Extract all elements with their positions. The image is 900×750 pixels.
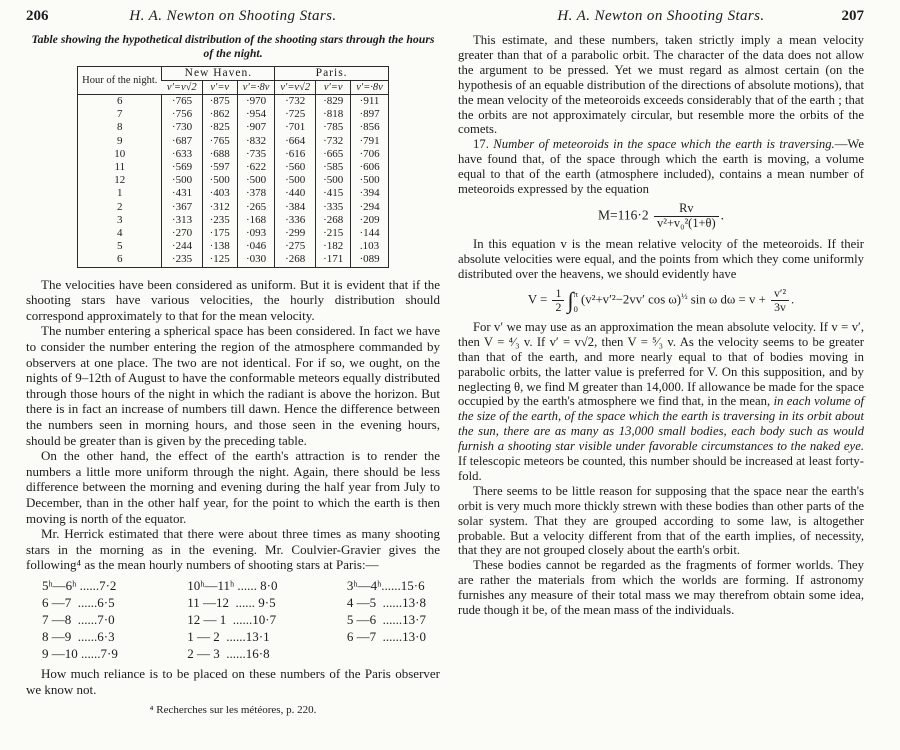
value-cell: .103 bbox=[351, 240, 389, 253]
table-row bbox=[78, 161, 389, 174]
value-cell: ·125 bbox=[202, 253, 237, 267]
footnote: ⁴ Recherches sur les météores, p. 220. bbox=[149, 704, 317, 717]
value-cell: ·378 bbox=[237, 187, 275, 200]
value-cell: ·138 bbox=[202, 240, 237, 253]
fraction-numerator: Rv bbox=[654, 202, 719, 217]
table-group-header-row bbox=[78, 66, 389, 80]
hour-cell: 8 bbox=[117, 121, 123, 134]
table-row bbox=[78, 201, 389, 214]
value-cell: ·907 bbox=[237, 121, 275, 134]
value-cell: ·431 bbox=[162, 187, 202, 200]
value-cell: ·175 bbox=[202, 227, 237, 240]
value-cell: ·665 bbox=[316, 148, 351, 161]
fraction-denominator: v²+v₀²(1+θ) bbox=[657, 215, 716, 230]
value-cell: ·597 bbox=[202, 161, 237, 174]
value-cell: ·500 bbox=[351, 174, 389, 187]
fraction-result: $\frac{\text{v′²}}{3v}$ bbox=[771, 287, 789, 314]
text-roman: If telescopic meteors be counted, this number should be increased at least forty-fold. bbox=[458, 454, 864, 483]
text-roman: For v′ we may use as an approximation the mean absolute velocity. If v = v′, then V = ⁴⁄₃ v. If v′ = v√2, then V = ⁵⁄₃ v. As the velocity seems to be greater than that of the earth, and more nearly equal to that of bodies moving in parabolic orbits, the latter value is preferred for V. On this supposition, and by neglecting θ, we find M greater than 14,000. If allowance be made for the space occupied by the earth's atmosphere we find that, in the mean, bbox=[458, 319, 864, 409]
hour-cell: 9 bbox=[117, 134, 123, 147]
value-cell: ·688 bbox=[202, 148, 237, 161]
list-item: 7 —8 ......7·0 bbox=[42, 611, 115, 627]
table-row bbox=[78, 174, 389, 187]
col-group-paris: Paris. bbox=[275, 66, 388, 80]
integral-upper-limit: π bbox=[573, 289, 578, 300]
paragraph-relative-velocity: In this equation v is the mean relative velocity of the meteoroids. If their absolute velocities were equal, and the points from which they come uniformly distributed over the heavens, we should evidently have bbox=[458, 236, 864, 281]
table-row bbox=[78, 121, 389, 134]
section-number: 17. bbox=[473, 137, 494, 152]
section-title-italic: Number of meteoroids in the space which the earth is traversing. bbox=[493, 137, 835, 152]
table-row bbox=[78, 214, 389, 227]
subheader: v′=v bbox=[202, 80, 237, 94]
paragraph-approximation bbox=[458, 320, 864, 484]
list-item: 12 — 1 ......10·7 bbox=[187, 611, 277, 627]
running-title-right: H. A. Newton on Shooting Stars. bbox=[557, 8, 765, 24]
equation-mean-velocity bbox=[458, 287, 864, 314]
list-item: 5ʰ—6ʰ ......7·2 bbox=[42, 577, 117, 593]
value-cell: ·732 bbox=[316, 135, 351, 148]
value-cell: ·313 bbox=[162, 214, 202, 227]
page-number-right: 207 bbox=[841, 8, 864, 24]
col-group-new-haven: New Haven. bbox=[162, 66, 275, 80]
value-cell: ·664 bbox=[275, 135, 316, 148]
page-header-right bbox=[458, 8, 864, 25]
value-cell: ·415 bbox=[316, 187, 351, 200]
list-item: 11 —12 ...... 9·5 bbox=[187, 594, 276, 610]
value-cell: ·294 bbox=[351, 201, 389, 214]
value-cell: ·089 bbox=[351, 253, 389, 267]
value-cell: ·832 bbox=[237, 135, 275, 148]
value-cell: ·500 bbox=[237, 174, 275, 187]
value-cell: ·818 bbox=[316, 108, 351, 121]
subheader: v′=v√2 bbox=[162, 80, 202, 94]
section-text: —We have found that, of the space through which the earth is moving, a volume equal to that of the earth (atmosphere included), contains a mean number of meteoroids expressed by the equation bbox=[458, 137, 865, 197]
table-caption: Table showing the hypothetical distribution of the shooting stars through the hours of the night. bbox=[31, 32, 435, 60]
value-cell: ·367 bbox=[162, 201, 202, 214]
table-row bbox=[78, 240, 389, 253]
paragraph-space-strewn: There seems to be little reason for supposing that the space near the earth's orbit is very much more thickly strewn with these bodies than other parts of the solar system. That they are grouped according to some law, is altogether probable. But a velocity different from that of the earth implies, of necessity, that they are not grouped closely about the earth's orbit. bbox=[458, 483, 864, 558]
integral-limits bbox=[574, 287, 578, 313]
integrand-rest: sin ω dω = v + bbox=[687, 292, 769, 307]
page-207 bbox=[458, 8, 864, 618]
value-cell: ·275 bbox=[275, 240, 316, 253]
hourly-rates-column-2 bbox=[187, 577, 277, 662]
value-cell: ·394 bbox=[351, 187, 389, 200]
hour-cell: 1 bbox=[117, 187, 123, 200]
equation-period: . bbox=[790, 292, 795, 307]
value-cell: ·829 bbox=[316, 95, 351, 109]
table-row bbox=[78, 135, 389, 148]
hour-cell: 6 bbox=[117, 95, 123, 107]
value-cell: ·730 bbox=[162, 121, 202, 134]
exponent: ½ bbox=[681, 290, 688, 301]
paragraph-spherical-space: The number entering a spherical space has been considered. In fact we have to consider the number entering the region of the atmosphere commanded by observers at one place. The two are not identical. For if so, we ought, on the nights of 9–12th of August to have the conformable meteors equally distributed through those hours of the night in which the radiant is above the horizon. But there is in fact an increase of numbers till dawn. Hence the difference between the numbers seen in morning hours, and those seen in the evening hours, should be greater than is given by the preceding table. bbox=[26, 323, 440, 448]
table-row bbox=[78, 253, 389, 267]
paragraph-section-17 bbox=[458, 137, 864, 197]
table-row bbox=[78, 148, 389, 161]
hour-cell: 2 bbox=[117, 200, 123, 213]
value-cell: ·706 bbox=[351, 148, 389, 161]
paragraph-reliance: How much reliance is to be placed on these numbers of the Paris observer we know not. bbox=[26, 665, 440, 697]
value-cell: ·244 bbox=[162, 240, 202, 253]
fraction-half: $\frac{1}{2}$ bbox=[552, 287, 564, 314]
list-item: 10ʰ—11ʰ ...... 8·0 bbox=[187, 577, 278, 593]
hour-cell: 6 bbox=[117, 253, 123, 266]
subheader: v′=v bbox=[316, 80, 351, 94]
value-cell: ·897 bbox=[351, 108, 389, 121]
value-cell: ·270 bbox=[162, 227, 202, 240]
col-header-hour: Hour of the night. bbox=[78, 66, 162, 94]
subheader: v′=·8v bbox=[351, 80, 389, 94]
paragraph-velocities-uniform: The velocities have been considered as uniform. But it is evident that if the shooting stars have various velocities, the hourly distribution should correspond approximately to that for the mean velocity. bbox=[26, 276, 440, 323]
hour-cell: 3 bbox=[117, 213, 123, 226]
subheader: v′=v√2 bbox=[275, 80, 316, 94]
hour-cell: 5 bbox=[117, 240, 123, 253]
page-header-left bbox=[26, 8, 440, 25]
value-cell: ·440 bbox=[275, 187, 316, 200]
value-cell: ·030 bbox=[237, 253, 275, 267]
table-row bbox=[78, 108, 389, 121]
paragraph-fragments: These bodies cannot be regarded as the fragments of former worlds. They are rather the materials from which the worlds are forming. If astronomy furnishes any measure of their total mass we may therefrom obtain some idea, rude though it be, of the mean mass of the individuals. bbox=[458, 558, 864, 618]
value-cell: ·500 bbox=[316, 174, 351, 187]
list-item: 6 —7 ......6·5 bbox=[42, 594, 115, 610]
value-cell: ·144 bbox=[351, 227, 389, 240]
page-206 bbox=[26, 8, 440, 716]
value-cell: ·500 bbox=[202, 174, 237, 187]
value-cell: ·500 bbox=[162, 174, 202, 187]
value-cell: ·687 bbox=[162, 135, 202, 148]
integral-lower-limit: 0 bbox=[573, 304, 578, 315]
value-cell: ·265 bbox=[237, 201, 275, 214]
value-cell: ·215 bbox=[316, 227, 351, 240]
paragraph-estimate: This estimate, and these numbers, taken strictly imply a mean velocity greater than that of a parabolic orbit. The character of the data does not allow the argument to be pressed. Yet we must regard as almost certain (on the hypothesis of an equable distribution of the directions of absolute motions), that the mean velocity of the meteoroids exceeds considerably that of the earth ; that the orbits are not approximately circular, but resemble more the orbits of the comets. bbox=[458, 33, 864, 137]
list-item: 4 —5 ......13·8 bbox=[346, 594, 426, 610]
page-number-left: 206 bbox=[26, 8, 49, 24]
value-cell: ·856 bbox=[351, 121, 389, 134]
list-item: 3ʰ—4ʰ......15·6 bbox=[346, 577, 425, 593]
hour-cell: 12 bbox=[114, 174, 126, 187]
value-cell: ·335 bbox=[316, 201, 351, 214]
equation-lhs: M=116·2 bbox=[598, 207, 649, 223]
value-cell: ·093 bbox=[237, 227, 275, 240]
value-cell: ·384 bbox=[275, 201, 316, 214]
value-cell: ·785 bbox=[316, 121, 351, 134]
value-cell: ·791 bbox=[351, 135, 389, 148]
value-cell: ·500 bbox=[275, 174, 316, 187]
value-cell: ·046 bbox=[237, 240, 275, 253]
distribution-table bbox=[77, 66, 389, 268]
value-cell: ·299 bbox=[275, 227, 316, 240]
value-cell: ·970 bbox=[237, 95, 275, 109]
value-cell: ·765 bbox=[202, 135, 237, 148]
running-title-left: H. A. Newton on Shooting Stars. bbox=[129, 8, 337, 24]
value-cell: ·569 bbox=[162, 161, 202, 174]
subheader: v′=·8v bbox=[237, 80, 275, 94]
paragraph-herrick-estimate: Mr. Herrick estimated that there were about three times as many shooting stars in the morning as in the evening. Mr. Coulvier-Gravier gives the following⁴ as the mean hourly numbers of shooting stars at Paris:— bbox=[26, 526, 440, 573]
value-cell: ·954 bbox=[237, 108, 275, 121]
equation-meteoroid-count bbox=[458, 202, 864, 231]
value-cell: ·268 bbox=[275, 253, 316, 267]
hourly-rates-list bbox=[26, 575, 440, 664]
value-cell: ·616 bbox=[275, 148, 316, 161]
value-cell: ·622 bbox=[237, 161, 275, 174]
integral-sign: ∫ bbox=[567, 287, 574, 313]
value-cell: ·403 bbox=[202, 187, 237, 200]
hourly-rates-column-1 bbox=[42, 577, 118, 662]
value-cell: ·701 bbox=[275, 121, 316, 134]
value-cell: ·735 bbox=[237, 148, 275, 161]
list-item: 8 —9 ......6·3 bbox=[42, 628, 115, 644]
value-cell: ·168 bbox=[237, 214, 275, 227]
hour-cell: 10 bbox=[114, 147, 126, 160]
value-cell: ·585 bbox=[316, 161, 351, 174]
value-cell: ·312 bbox=[202, 201, 237, 214]
value-cell: ·209 bbox=[351, 214, 389, 227]
value-cell: ·825 bbox=[202, 121, 237, 134]
value-cell: ·171 bbox=[316, 253, 351, 267]
paragraph-earths-attraction: On the other hand, the effect of the earth's attraction is to render the numbers a little more uniform through the night. Again, there should be less difference between the morning and evening during the half year from July to December, than in the other half year, for the point to which the earth is then moving is north of the equator. bbox=[26, 448, 440, 526]
list-item: 2 — 3 ......16·8 bbox=[187, 645, 270, 661]
value-cell: ·633 bbox=[162, 148, 202, 161]
hour-cell: 11 bbox=[114, 161, 126, 174]
list-item: 1 — 2 ......13·1 bbox=[187, 628, 270, 644]
value-cell: ·235 bbox=[162, 253, 202, 267]
value-cell: ·235 bbox=[202, 214, 237, 227]
value-cell: ·336 bbox=[275, 214, 316, 227]
list-item: 5 —6 ......13·7 bbox=[346, 611, 426, 627]
hour-cell: 4 bbox=[117, 227, 123, 240]
value-cell: ·875 bbox=[202, 95, 237, 109]
value-cell: ·182 bbox=[316, 240, 351, 253]
value-cell: ·732 bbox=[275, 95, 316, 109]
table-row bbox=[78, 227, 389, 240]
list-item: 9 —10 ......7·9 bbox=[42, 645, 118, 661]
table-row bbox=[78, 95, 389, 109]
equation-period: . bbox=[720, 207, 724, 223]
text-italic-emphasis: in each volume of the size of the earth, of the space which the earth is traversing in its orbit about the sun, there are as many as 13,000 small bodies, each body such as would furnish a shooting star visible under favorable circumstances to the naked eye. bbox=[458, 394, 864, 454]
integrand: (v²+v′²−2vv′ cos ω) bbox=[580, 292, 682, 307]
value-cell: ·911 bbox=[351, 95, 389, 109]
hourly-rates-column-3 bbox=[347, 577, 426, 662]
value-cell: ·765 bbox=[162, 95, 202, 109]
hour-cell: 7 bbox=[117, 108, 123, 121]
value-cell: ·725 bbox=[275, 108, 316, 121]
fraction bbox=[654, 202, 719, 231]
value-cell: ·756 bbox=[162, 108, 202, 121]
list-item: 6 —7 ......13·0 bbox=[346, 628, 426, 644]
value-cell: ·268 bbox=[316, 214, 351, 227]
value-cell: ·862 bbox=[202, 108, 237, 121]
value-cell: ·560 bbox=[275, 161, 316, 174]
equation-lhs: V = bbox=[527, 292, 548, 307]
table-row bbox=[78, 187, 389, 200]
value-cell: ·606 bbox=[351, 161, 389, 174]
